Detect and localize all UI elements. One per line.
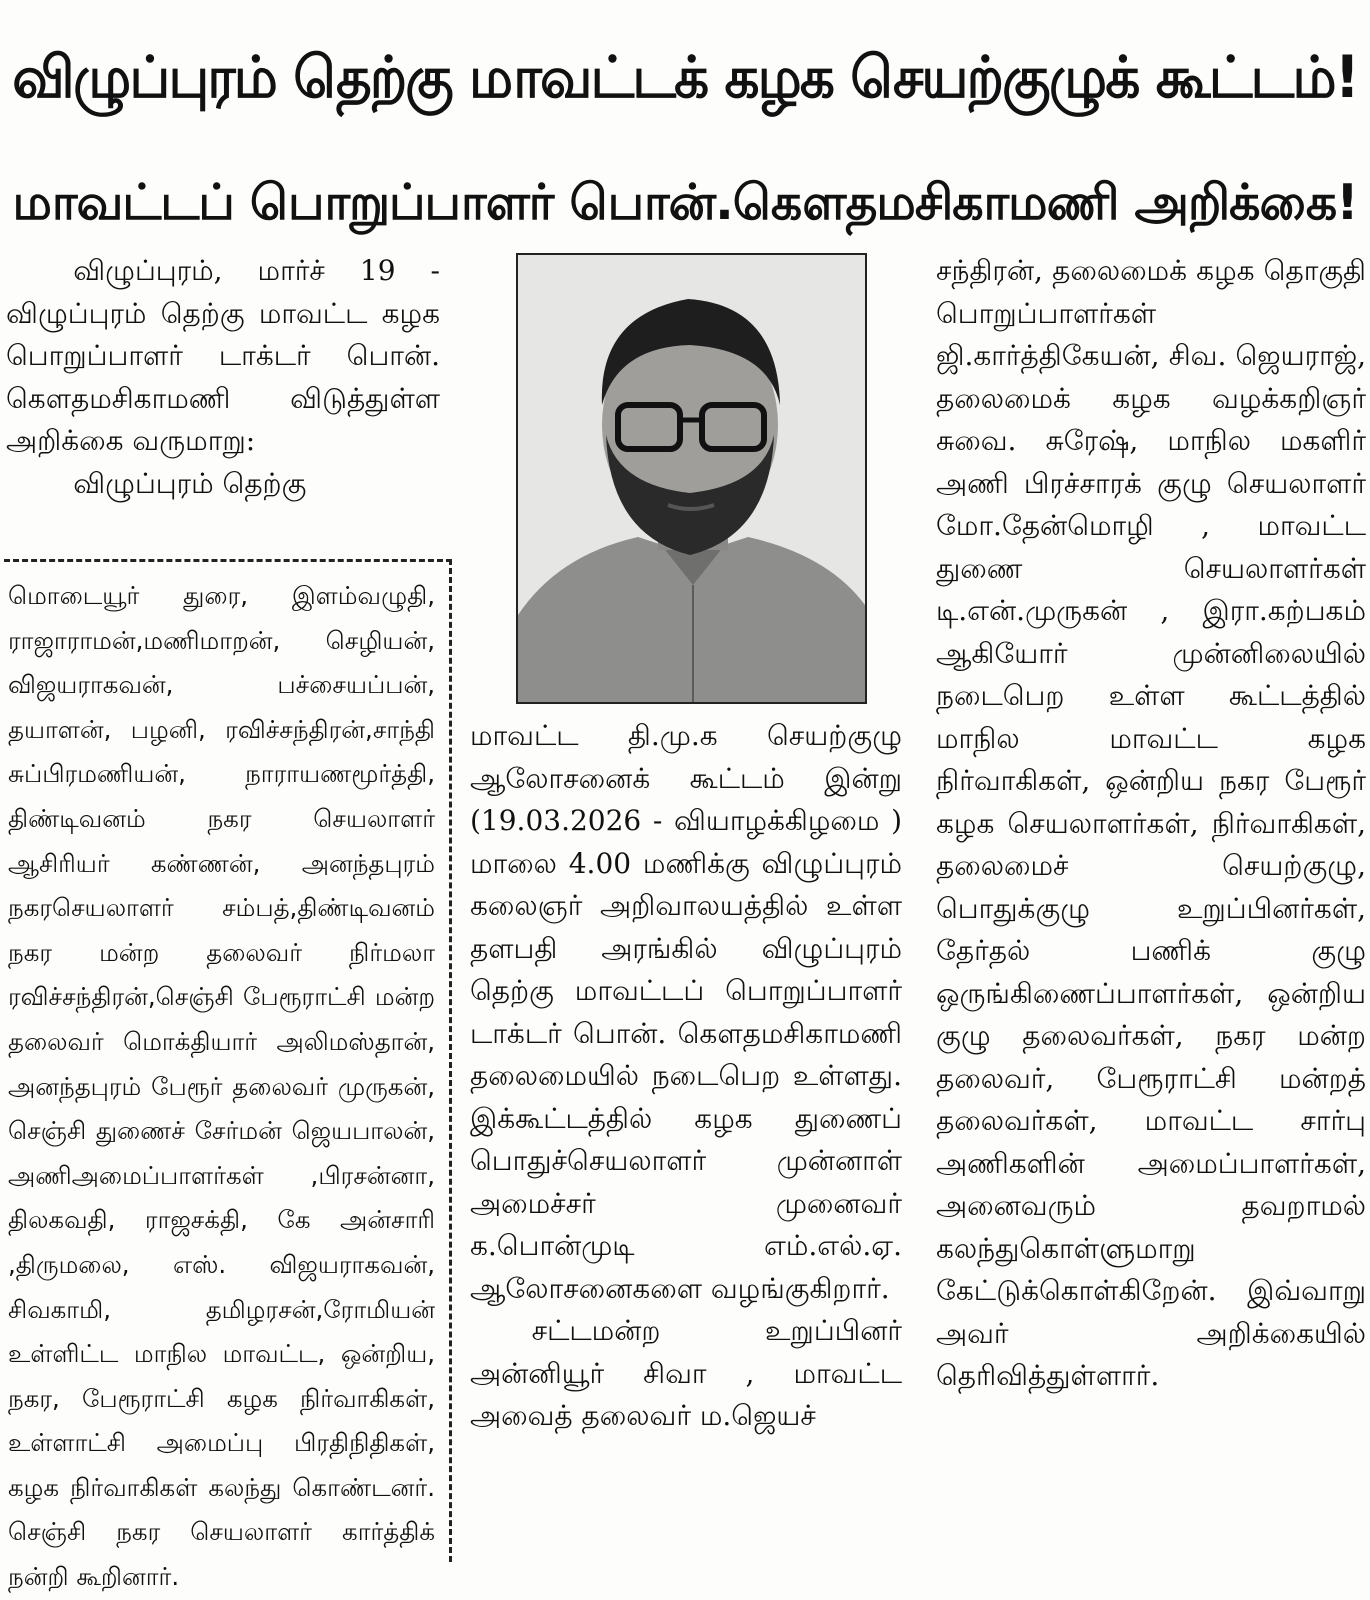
headline: விழுப்புரம் தெற்கு மாவட்டக் கழக செயற்குழுக் கூட்டம்! — [12, 43, 1358, 111]
left-column-paragraph-2: விழுப்புரம் தெற்கு — [73, 466, 307, 500]
portrait-photo — [516, 253, 867, 704]
right-column-paragraph-1: சந்திரன், தலைமைக் கழக தொகுதி பொறுப்பாளர்கள் ஜி.கார்த்திகேயன், சிவ. ஜெயராஜ், தலைமைக் கழக வழக்கறிஞர் சுவை. சுரேஷ், மாநில மகளிர் அணி பிரச்சாரக் குழு செயலாளர் மோ.தேன்மொழி , மாவட்ட துணை செயலாளர்கள் டி.என்.முருகன் , இரா.கற்பகம் ஆகியோர் முன்னிலையில் நடைபெற உள்ள கூட்டத்தில் மாநில மாவட்ட கழக நிர்வாகிகள், ஒன்றிய நகர பேரூர் கழக செயலாளர்கள், நிர்வாகிகள், தலைமைச் செயற்குழு, பொதுக்குழு உறுப்பினர்கள், தேர்தல் பணிக் குழு ஒருங்கிணைப்பாளர்கள், ஒன்றிய குழு தலைவர்கள், நகர மன்ற தலைவர், பேரூராட்சி மன்றத் தலைவர்கள், மாவட்ட சார்பு அணிகளின் அமைப்பாளர்கள், அனைவரும் தவறாமல் கலந்துகொள்ளுமாறு கேட்டுக்கொள்கிறேன். இவ்வாறு அவர் அறிக்கையில் தெரிவித்துள்ளார். — [936, 254, 1366, 1392]
attendees-text: மொடையூர் துரை, இளம்வழுதி, ராஜாராமன்,மணிமாறன், செழியன், விஜயராகவன், பச்சையப்பன், தயாளன், பழனி, ரவிச்சந்திரன்,சாந்தி சுப்பிரமணியன், நாராயணமூர்த்தி, திண்டிவனம் நகர செயலாளர் ஆசிரியர் கண்ணன், அனந்தபுரம் நகரசெயலாளர் சம்பத்,திண்டிவனம் நகர மன்ற தலைவர் நிர்மலா ரவிச்சந்திரன்,செஞ்சி பேரூராட்சி மன்ற தலைவர் மொக்தியார் அலிமஸ்தான், அனந்தபுரம் பேரூர் தலைவர் முருகன், செஞ்சி துணைச் சேர்மன் ஜெயபாலன், அணிஅமைப்பாளர்கள் ,பிரசன்னா, திலகவதி, ராஜசக்தி, கே அன்சாரி ,திருமலை, எஸ். விஜயராகவன், சிவகாமி, தமிழரசன்,ரோமியன் உள்ளிட்ட மாநில மாவட்ட, ஒன்றிய, நகர, பேரூராட்சி கழக நிர்வாகிகள், உள்ளாட்சி அமைப்பு பிரதிநிதிகள், கழக நிர்வாகிகள் கலந்து கொண்டனர். செஞ்சி நகர செயலாளர் கார்த்திக் நன்றி கூறினார். — [8, 581, 435, 1592]
right-column — [936, 250, 1366, 1562]
attendees-box — [4, 559, 452, 1592]
middle-column — [470, 715, 902, 1562]
subheadline: மாவட்டப் பொறுப்பாளர் பொன்.கௌதமசிகாமணி அறிக்கை! — [12, 174, 1358, 231]
middle-column-paragraph-1: மாவட்ட தி.மு.க செயற்குழு ஆலோசனைக் கூட்டம் இன்று (19.03.2026 - வியாழக்கிழமை ) மாலை 4.00 மணிக்கு விழுப்புரம் கலைஞர் அறிவாலயத்தில் உள்ள தளபதி அரங்கில் விழுப்புரம் தெற்கு மாவட்டப் பொறுப்பாளர் டாக்டர் பொன். கௌதமசிகாமணி தலைமையில் நடைபெற உள்ளது. இக்கூட்டத்தில் கழக துணைப் பொதுச்செயலாளர் முன்னாள் அமைச்சர் முனைவர் க.பொன்முடி எம்.எல்.ஏ. ஆலோசனைகளை வழங்குகிறார். — [470, 719, 902, 1305]
left-column — [6, 250, 440, 548]
middle-column-paragraph-2: சட்டமன்ற உறுப்பினர் அன்னியூர் சிவா , மாவட்ட அவைத் தலைவர் ம.ஜெயச் — [470, 1314, 902, 1432]
left-column-intro: விழுப்புரம், மார்ச் 19 - விழுப்புரம் தெற்கு மாவட்ட கழக பொறுப்பாளர் டாக்டர் பொன். கௌதமசிகாமணி விடுத்துள்ள அறிக்கை வருமாறு: — [6, 254, 440, 457]
